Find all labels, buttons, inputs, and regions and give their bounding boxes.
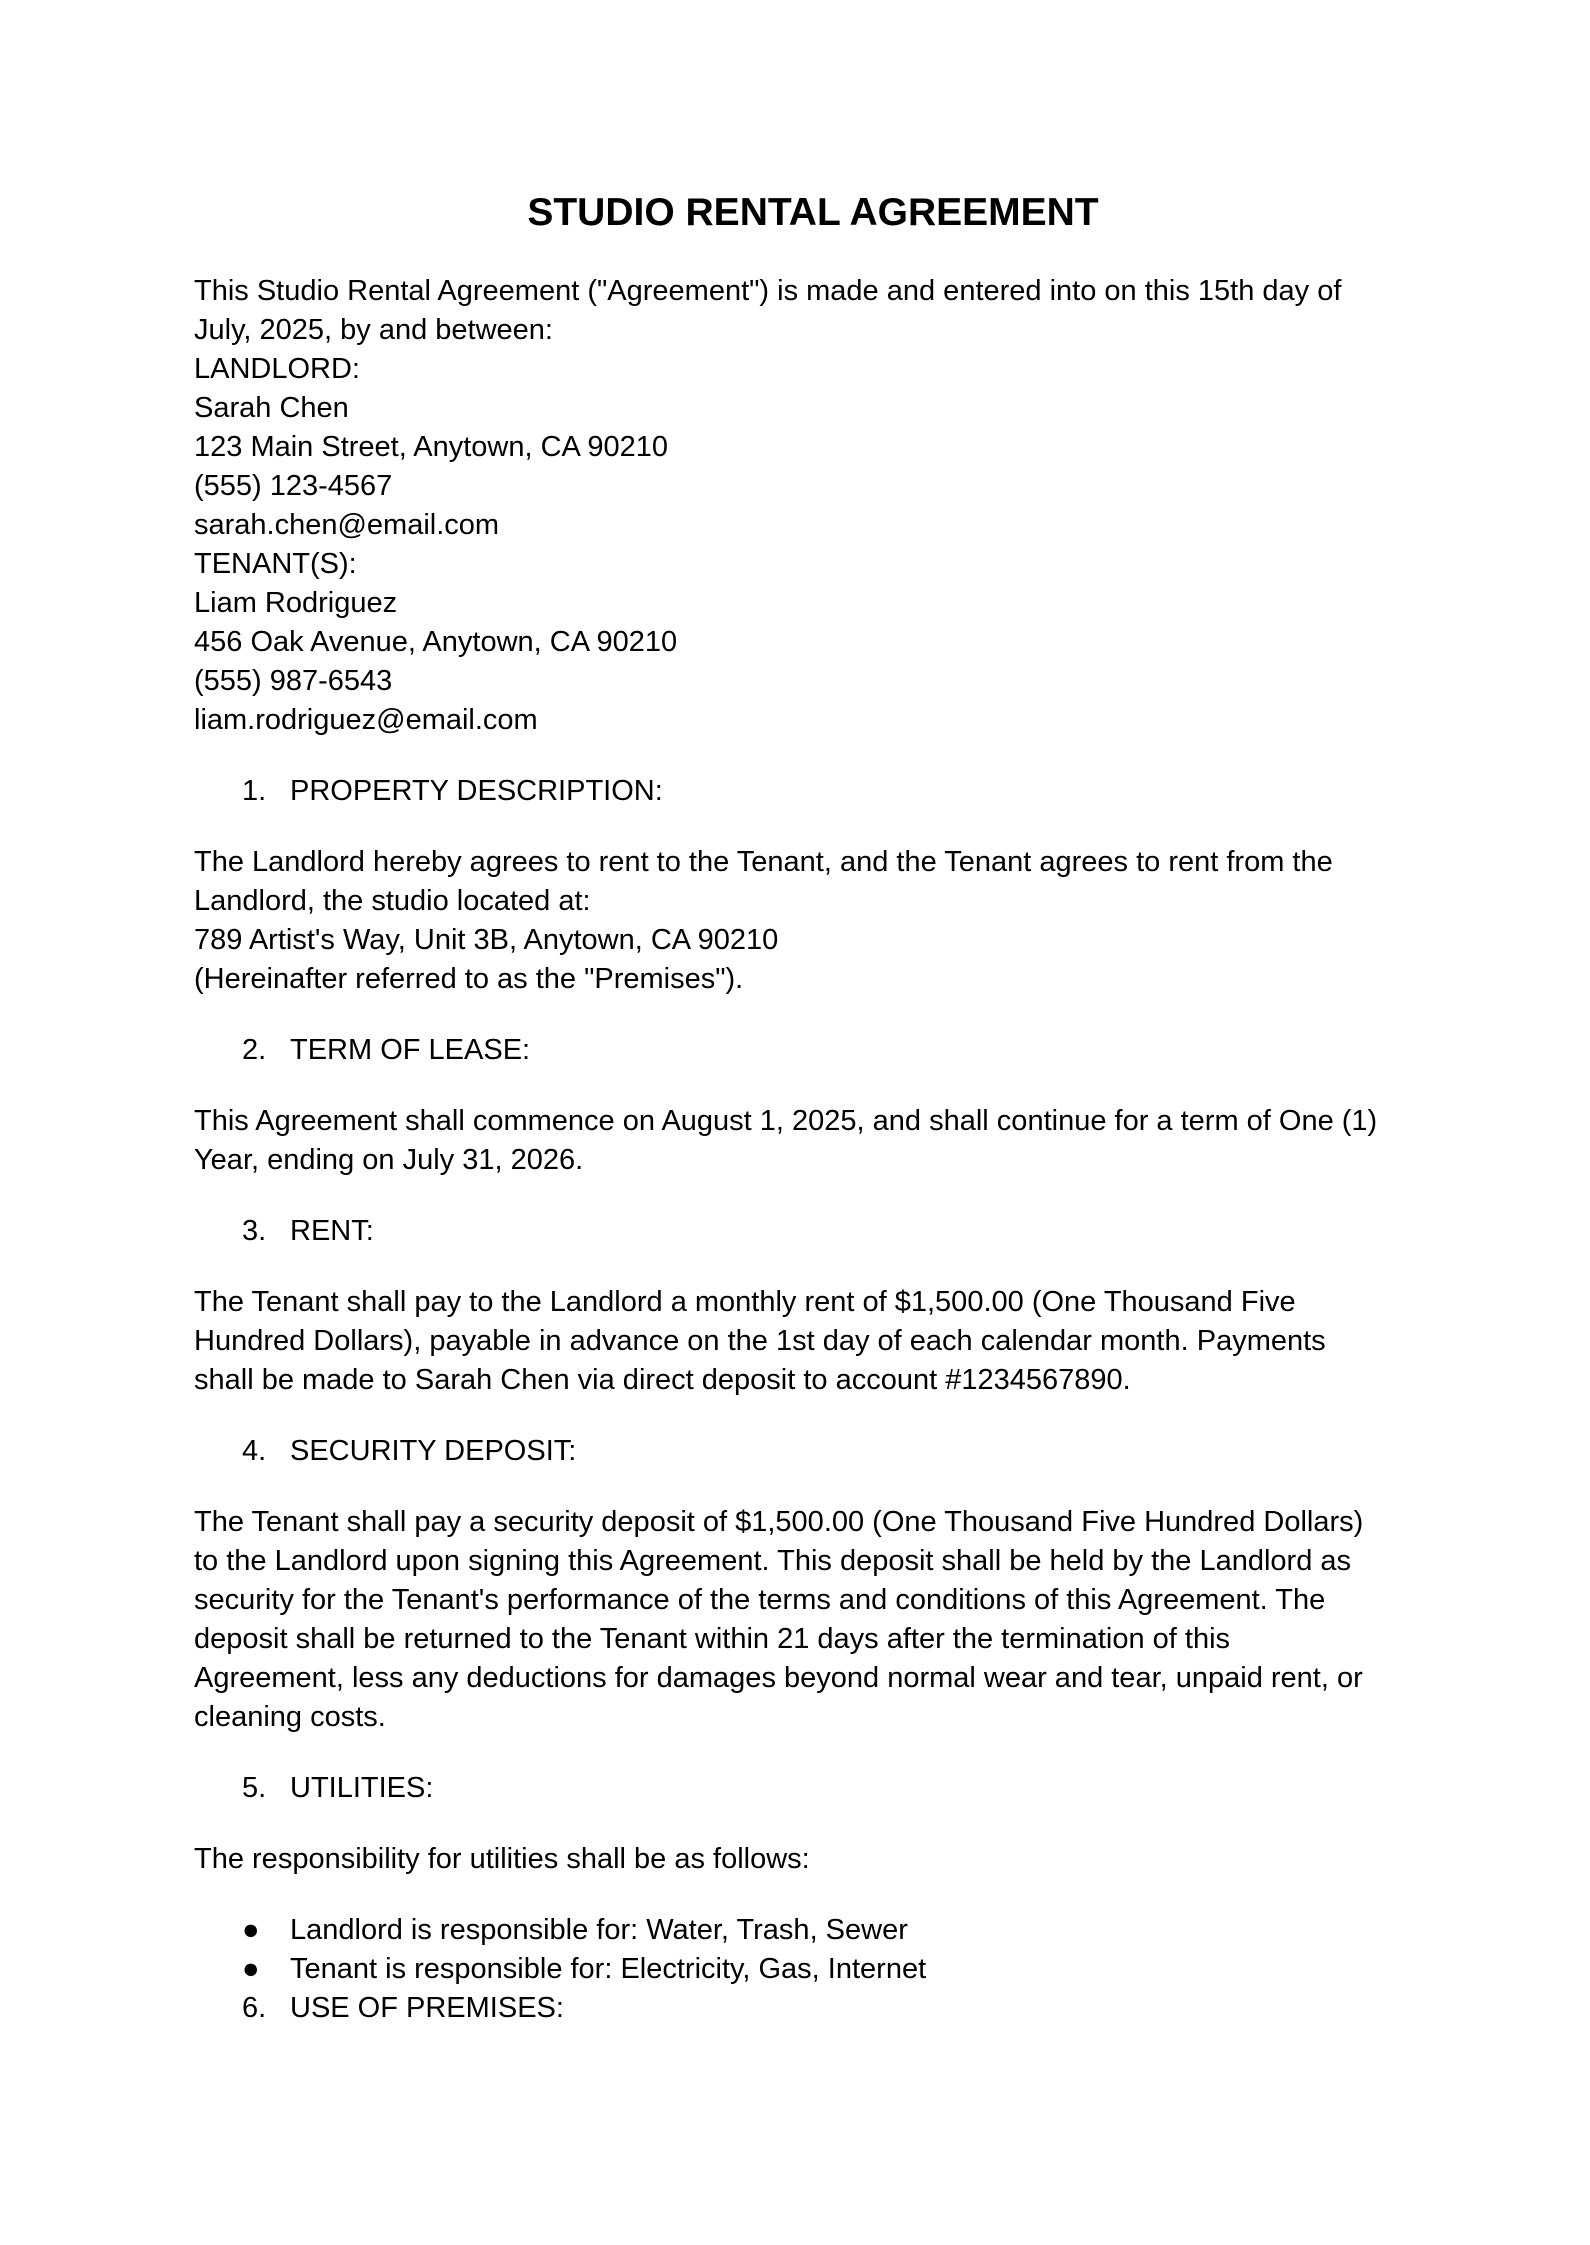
body-line: Landlord, the studio located at: — [194, 885, 591, 917]
body-line: The Tenant shall pay a security deposit of $1,500.00 (One Thousand Five Hundred Dollars) — [194, 1506, 1364, 1538]
section-title: PROPERTY DESCRIPTION: — [290, 775, 663, 807]
landlord-label: LANDLORD: — [194, 353, 360, 385]
section-body-term-of-lease — [194, 1102, 1414, 1180]
section-heading-property-description — [194, 772, 1414, 811]
document-title: STUDIO RENTAL AGREEMENT — [527, 191, 1099, 234]
section-title: RENT: — [290, 1215, 374, 1247]
section-heading-security-deposit — [194, 1432, 1414, 1471]
section-number: 3. — [242, 1215, 267, 1247]
body-line: to the Landlord upon signing this Agreement. This deposit shall be held by the Landlord as — [194, 1545, 1352, 1577]
body-line: The Tenant shall pay to the Landlord a monthly rent of $1,500.00 (One Thousand Five — [194, 1286, 1296, 1318]
intro-line: This Studio Rental Agreement ("Agreement") is made and entered into on this 15th day of — [194, 275, 1342, 307]
intro-paragraph — [194, 272, 1414, 740]
document-page — [194, 190, 1414, 2028]
bullet-icon: ● — [242, 1953, 260, 1985]
section-number: 4. — [242, 1435, 267, 1467]
section-heading-utilities — [194, 1769, 1414, 1808]
section-title: USE OF PREMISES: — [290, 1992, 564, 2024]
section-number: 2. — [242, 1034, 267, 1066]
section-body-security-deposit — [194, 1503, 1414, 1737]
section-body-utilities — [194, 1840, 1414, 1879]
body-line: cleaning costs. — [194, 1701, 386, 1733]
section-heading-term-of-lease — [194, 1031, 1414, 1070]
body-line: The responsibility for utilities shall be as follows: — [194, 1843, 810, 1875]
section-title: TERM OF LEASE: — [290, 1034, 531, 1066]
body-line: Agreement, less any deductions for damages beyond normal wear and tear, unpaid rent, or — [194, 1662, 1363, 1694]
landlord-email: sarah.chen@email.com — [194, 509, 500, 541]
section-heading-use-of-premises — [194, 1989, 1414, 2028]
landlord-phone: (555) 123-4567 — [194, 470, 393, 502]
landlord-name: Sarah Chen — [194, 392, 349, 424]
tenant-name: Liam Rodriguez — [194, 587, 398, 619]
section-body-property-description — [194, 843, 1414, 999]
section-title: SECURITY DEPOSIT: — [290, 1435, 577, 1467]
section-number: 6. — [242, 1992, 267, 2024]
body-line: shall be made to Sarah Chen via direct deposit to account #1234567890. — [194, 1364, 1131, 1396]
body-line: (Hereinafter referred to as the "Premises"). — [194, 963, 744, 995]
section-title: UTILITIES: — [290, 1772, 434, 1804]
landlord-address: 123 Main Street, Anytown, CA 90210 — [194, 431, 668, 463]
section-heading-rent — [194, 1212, 1414, 1251]
body-line: Hundred Dollars), payable in advance on the 1st day of each calendar month. Payments — [194, 1325, 1326, 1357]
bullet-text: Landlord is responsible for: Water, Trash, Sewer — [290, 1914, 908, 1946]
section-body-rent — [194, 1283, 1414, 1400]
tenant-email: liam.rodriguez@email.com — [194, 704, 538, 736]
list-item — [194, 1911, 1414, 1950]
body-line: deposit shall be returned to the Tenant within 21 days after the termination of this — [194, 1623, 1231, 1655]
body-line: This Agreement shall commence on August 1, 2025, and shall continue for a term of One (1) — [194, 1105, 1378, 1137]
section-number: 5. — [242, 1772, 267, 1804]
body-line: Year, ending on July 31, 2026. — [194, 1144, 584, 1176]
body-line: security for the Tenant's performance of the terms and conditions of this Agreement. The — [194, 1584, 1326, 1616]
bullet-text: Tenant is responsible for: Electricity, Gas, Internet — [290, 1953, 927, 1985]
utilities-bullet-list — [194, 1911, 1414, 2028]
bullet-icon: ● — [242, 1914, 260, 1946]
list-item — [194, 1950, 1414, 1989]
section-number: 1. — [242, 775, 267, 807]
body-line: 789 Artist's Way, Unit 3B, Anytown, CA 90210 — [194, 924, 779, 956]
body-line: The Landlord hereby agrees to rent to the Tenant, and the Tenant agrees to rent from the — [194, 846, 1333, 878]
intro-line: July, 2025, by and between: — [194, 314, 553, 346]
tenant-label: TENANT(S): — [194, 548, 357, 580]
tenant-phone: (555) 987-6543 — [194, 665, 393, 697]
tenant-address: 456 Oak Avenue, Anytown, CA 90210 — [194, 626, 678, 658]
